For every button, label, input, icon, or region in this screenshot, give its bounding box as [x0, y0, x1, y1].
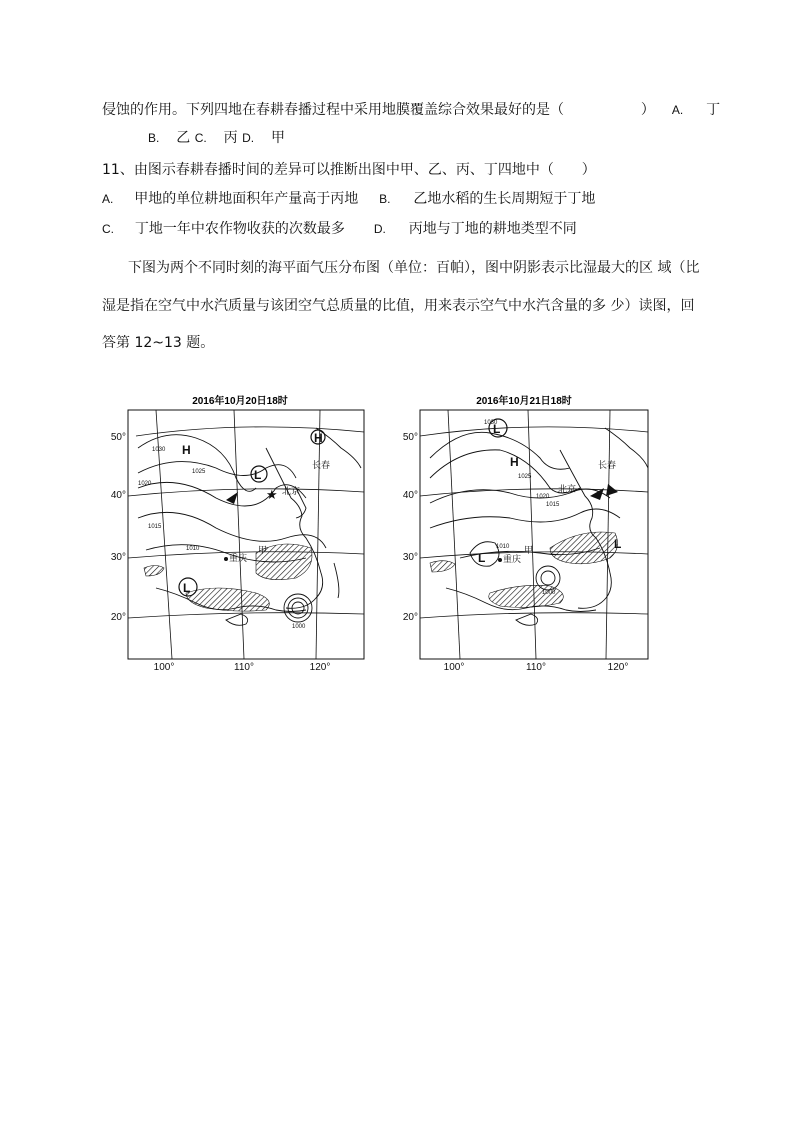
q11-opt-c-letter: C. — [102, 222, 114, 236]
map2-isobar-label: 1000 — [542, 590, 556, 596]
map2-lon-120: 120° — [607, 662, 629, 673]
intro-line-1: 下图为两个不同时刻的海平面气压分布图（单位：百帕），图中阴影表示比湿最大的区 域（比 — [128, 260, 700, 276]
intro-line-2: 湿是指在空气中水汽质量与该团空气总质量的比值，用来表示空气中水汽含量的多 少）读图，回 — [102, 298, 695, 314]
q11-opt-d-letter: D. — [373, 222, 386, 236]
map2-isobar-label: 1015 — [546, 502, 560, 508]
intro-line-3: 答第 12~13 题。 — [102, 335, 215, 351]
map1-lat-50: 50° — [110, 432, 126, 443]
map2-low-southwest: L — [478, 551, 486, 565]
q11-opt-a-text: 甲地的单位耕地面积年产量高于丙地 — [134, 191, 359, 207]
map2-title: 2016年10月21日18时 — [476, 396, 572, 407]
map1-lat-30: 30° — [110, 552, 126, 563]
map1-city-jia: 甲 — [258, 546, 268, 556]
map2-isobar-label: 1030 — [484, 420, 498, 426]
map1-low-south: L — [183, 581, 191, 595]
pressure-map-oct20 — [110, 388, 364, 673]
map1-city-beijing: 北京 — [282, 487, 301, 497]
map1-star-icon: ★ — [266, 488, 278, 503]
map1-high-northeast: H — [314, 431, 323, 445]
map1-lat-40: 40° — [110, 490, 126, 501]
map1-city-changchun: 长春 — [312, 461, 331, 471]
q10-opt-c-letter: C. — [194, 131, 207, 145]
pressure-map-oct21 — [400, 388, 648, 671]
map1-isobar-label: 1015 — [148, 524, 162, 530]
map1-isobar-label: 1010 — [186, 546, 200, 552]
q10-opt-d-text: 甲 — [270, 130, 285, 146]
q10-opt-d-letter: D. — [242, 131, 255, 145]
map2-low-east: L — [614, 537, 622, 551]
map2-lon-100: 100° — [443, 662, 465, 673]
map2-high-center: H — [510, 455, 519, 469]
q10-paren-close: ） — [640, 102, 655, 118]
q10-options-line — [148, 128, 285, 148]
map2-lat-30: 30° — [402, 552, 418, 563]
map2-city-jia: 甲 — [524, 546, 534, 556]
map1-low-north: L — [254, 468, 262, 482]
map2-lat-50: 50° — [402, 432, 418, 443]
map1-high-west: H — [182, 443, 191, 457]
map1-isobar-label: 1030 — [152, 447, 166, 453]
map2-city-beijing: 北京 — [558, 485, 577, 495]
map1-city-chongqing: 重庆 — [229, 554, 248, 564]
map1-lat-20: 20° — [110, 612, 126, 623]
map2-isobar-label: 1020 — [536, 494, 550, 500]
map2-city-changchun: 长春 — [598, 461, 617, 471]
q11-opt-a-letter: A. — [102, 192, 114, 206]
q11-options-row1 — [102, 189, 595, 209]
q11-stem: 11、由图示春耕春播时间的差异可以推断出图中甲、乙、丙、丁四地中（ ） — [102, 162, 596, 178]
map2-low-north: L — [493, 422, 501, 436]
map1-isobar-label: 1020 — [138, 481, 152, 487]
map2-city-dot-chongqing — [498, 558, 502, 562]
map1-isobar-label: 1000 — [292, 624, 306, 630]
map1-title: 2016年10月20日18时 — [192, 396, 288, 407]
map1-lon-110: 110° — [234, 662, 254, 673]
q11-opt-b-letter: B. — [379, 192, 391, 206]
map2-lat-20: 20° — [402, 612, 418, 623]
q10-opt-a-text: 丁 — [706, 102, 721, 118]
q10-opt-b-text: 乙 — [176, 130, 191, 146]
q10-opt-b-letter: B. — [148, 131, 160, 145]
map1-isobar-label: 1025 — [192, 469, 206, 475]
pressure-map-oct20-svg — [110, 388, 364, 673]
map2-lat-40: 40° — [402, 490, 418, 501]
q10-opt-c-text: 丙 — [223, 130, 238, 146]
map2-isobar-label: 1010 — [496, 544, 510, 550]
pressure-map-oct21-svg — [400, 388, 648, 671]
q10-stem-line — [102, 100, 720, 120]
q11-options-row2 — [102, 219, 577, 239]
q11-opt-c-text: 丁地一年中农作物收获的次数最多 — [134, 221, 345, 237]
q11-opt-b-text: 乙地水稻的生长周期短于丁地 — [413, 191, 596, 207]
map1-city-dot-chongqing — [224, 557, 228, 561]
map2-isobar-label: 1025 — [518, 474, 532, 480]
map2-lon-110: 110° — [526, 662, 546, 673]
map1-lon-120: 120° — [309, 662, 331, 673]
q10-stem-text: 侵蚀的作用。下列四地在春耕春播过程中采用地膜覆盖综合效果最好的是（ — [102, 102, 564, 118]
q10-opt-a-letter: A. — [671, 103, 684, 117]
map2-city-chongqing: 重庆 — [503, 555, 522, 565]
q11-opt-d-text: 丙地与丁地的耕地类型不同 — [408, 221, 577, 237]
map1-lon-100: 100° — [153, 662, 175, 673]
